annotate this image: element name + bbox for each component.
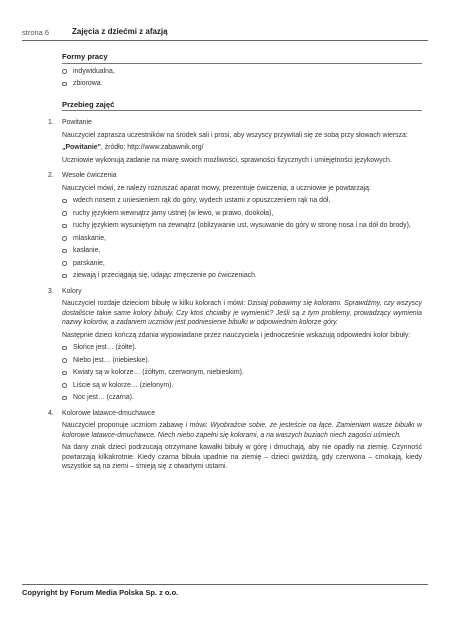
page-number: strona 6 [22,28,50,37]
list-item: Niebo jest… (niebieskie). [62,356,422,366]
step-paragraph: Na dany znak dzieci podrzucają otrzymane kawałki bibuły w górę i dmuchają, aby nie opadły na ziemię. Czynność powtarzają kilkakrotnie. Kiedy czarna bibuła upadnie na ziemię – dzieci gwiżdżą, gdy czerwona – cmokają, kiedy wszystkie są na ziemi – śmieją się z otwartymi ustami. [62,444,422,470]
chapter-title: Zajęcia z dziećmi z afazją [72,27,168,36]
main-content [48,52,422,478]
list-item: Słońce jest… (żółte). [62,343,422,353]
step-title: Kolory [62,287,82,295]
step-2 [48,171,422,281]
step-paragraph: Nauczyciel zaprasza uczestników na środek sali i prosi, aby wszyscy przywitali się ze sobą przy słowach wiersza: [62,131,408,139]
list-item: Kwiaty są w kolorze… (żółtym, czerwonym, niebieskim). [62,368,422,378]
exercise-list [62,196,422,281]
section-title-przebieg: Przebieg zajęć [62,100,422,112]
paragraph-text: Nauczyciel proponuje uczniom zabawę i mówi: [62,422,211,429]
list-item: ruchy językiem wewnątrz jamy ustnej (w lewo, w prawo, dookoła), [62,209,422,219]
page-footer [22,584,428,597]
copyright-text: Copyright by Forum Media Polska Sp. z o.o. [22,588,179,597]
list-item: ziewają i przeciągają się, udając zmęczenie po ćwiczeniach. [62,271,422,281]
step-number: 3. [48,287,54,295]
step-4 [48,409,422,472]
steps-list [48,118,422,472]
quoted-speech: Dzisiaj pobawimy się kolorami. Sprawdźmy, czy wszyscy dostaliście takie same kolory bibuły. Czy ktoś chciałby je wymienić? Jeśli są z tym problemy, prowadzący wymienia nazwy kolorów, a zadaniem uczniów jest podniesienie bibułki w odpowiednim kolorze góry. [62,300,422,326]
list-item: Noc jest… (czarna). [62,393,422,403]
step-title: Powitanie [62,119,92,126]
step-paragraph: Uczniowie wykonują zadanie na miarę swoich możliwości, sprawności fizycznych i umiejętności językowych. [62,156,392,164]
step-paragraph: Nauczyciel mówi, że należy rozruszać aparat mowy, prezentuje ćwiczenia, a uczniowie je powtarzają: [62,184,371,192]
list-item: indywidualna, [62,67,422,77]
header-rule [22,40,428,41]
step-3 [48,287,422,403]
list-item: mlaskanie, [62,234,422,244]
formy-list [62,67,422,89]
step-title: Wesołe ćwiczenia [62,172,117,179]
source-link: , źródło: http://www.zabawnik.org/ [100,144,204,151]
list-item: wdech nosem z uniesieniem rąk do góry, wydech ustami z opuszczeniem rąk na dół, [62,196,422,206]
paragraph-text: Nauczyciel rozdaje dzieciom bibułę w kilku kolorach i mówi: [62,300,248,307]
list-item: ruchy językiem wysuniętym na zewnątrz (oblizywanie ust, wysuwanie do góry w stronę nosa i na dół do brody), [62,221,422,231]
step-1 [48,118,422,165]
footer-rule [22,584,428,585]
list-item: kasłanie, [62,246,422,256]
step-paragraph: Następnie dzieci kończą zdania wypowiadane przez nauczyciela i jednocześnie wskazują odpowiedni kolor bibuły: [62,331,411,339]
page-header [22,26,428,40]
step-paragraph [62,421,422,440]
step-number: 1. [48,119,54,126]
step-number: 2. [48,172,54,179]
quoted-speech: Wyobraźcie sobie, że jesteście na łące. Zamieniam wasze bibułki w kolorowe latawce-dmuchawce. Niech niebo zapełni się kolorami, a na waszych buziach niech zagości uśmiech. [62,422,422,439]
list-item: zbiorowa. [62,79,422,89]
source-line [62,143,422,153]
list-item: parskanie, [62,259,422,269]
color-list [62,343,422,403]
section-title-formy: Formy pracy [62,52,422,64]
step-paragraph [62,299,422,328]
step-title: Kolorowe latawce-dmuchawce [62,409,156,417]
step-number: 4. [48,409,54,417]
source-title: „Powitanie" [62,144,101,151]
list-item: Liście są w kolorze… (zielonym). [62,381,422,391]
